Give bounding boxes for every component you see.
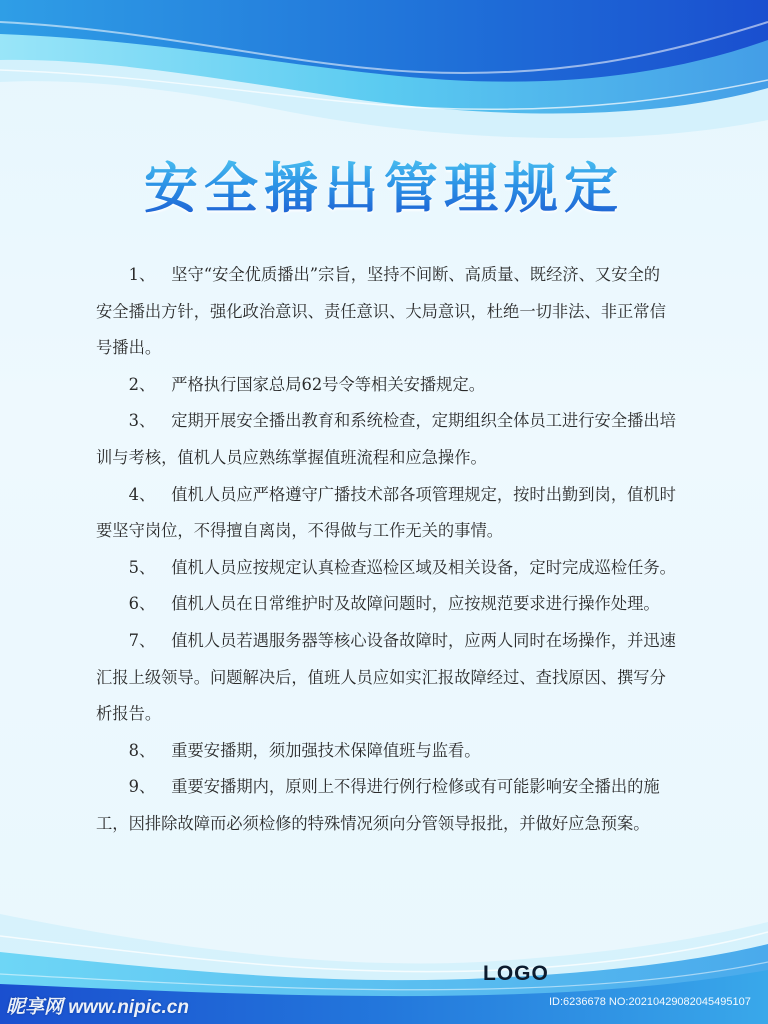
rule-item bbox=[96, 733, 676, 770]
watermark-text: 昵享网 www.nipic.cn bbox=[6, 997, 189, 1018]
image-id-text: ID:6236678 NO:20210429082045495107 bbox=[549, 996, 751, 1008]
logo-text: LOGO bbox=[483, 962, 549, 985]
rule-number: 2、 bbox=[128, 374, 156, 394]
rule-number: 3、 bbox=[128, 411, 156, 431]
rule-item bbox=[96, 586, 676, 623]
rule-number: 1、 bbox=[128, 265, 156, 284]
rule-text: 值机人员应按规定认真检查巡检区域及相关设备，定时完成巡检任务。 bbox=[171, 557, 676, 577]
rules-list bbox=[96, 257, 676, 843]
top-wave-decoration bbox=[0, 0, 768, 150]
rule-number: 8、 bbox=[128, 740, 156, 760]
rule-item bbox=[96, 367, 676, 404]
rule-number: 9、 bbox=[128, 777, 156, 797]
rule-text: 重要安播期内，原则上不得进行例行检修或有可能影响安全播出的施工，因排除故障而必须检修的特殊情况须向分管领导报批，并做好应急预案。 bbox=[96, 777, 660, 833]
rule-item bbox=[96, 257, 676, 367]
rule-item bbox=[96, 769, 676, 842]
rule-number: 6、 bbox=[128, 594, 156, 614]
rule-item bbox=[96, 550, 676, 587]
rule-item bbox=[96, 403, 676, 476]
rule-number: 4、 bbox=[128, 484, 156, 504]
rule-item bbox=[96, 477, 676, 550]
rule-text: 定期开展安全播出教育和系统检查，定期组织全体员工进行安全播出培训与考核，值机人员应熟练掌握值班流程和应急操作。 bbox=[96, 411, 676, 467]
rule-text: 值机人员若遇服务器等核心设备故障时，应两人同时在场操作，并迅速汇报上级领导。问题解决后，值班人员应如实汇报故障经过、查找原因、撰写分析报告。 bbox=[96, 630, 676, 724]
rule-item bbox=[96, 623, 676, 733]
rule-number: 5、 bbox=[128, 557, 156, 577]
page-title: 安全播出管理规定 bbox=[0, 146, 768, 223]
rule-text: 严格执行国家总局62号令等相关安播规定。 bbox=[171, 374, 486, 394]
rule-text: 重要安播期，须加强技术保障值班与监看。 bbox=[171, 740, 481, 760]
rule-text: 坚守“安全优质播出”宗旨，坚持不间断、高质量、既经济、又安全的安全播出方针，强化政治意识、责任意识、大局意识，杜绝一切非法、非正常信号播出。 bbox=[96, 265, 666, 358]
rule-number: 7、 bbox=[128, 630, 156, 650]
rule-text: 值机人员在日常维护时及故障问题时，应按规范要求进行操作处理。 bbox=[171, 594, 660, 614]
rule-text: 值机人员应严格遵守广播技术部各项管理规定，按时出勤到岗，值机时要坚守岗位，不得擅自离岗，不得做与工作无关的事情。 bbox=[96, 484, 676, 541]
